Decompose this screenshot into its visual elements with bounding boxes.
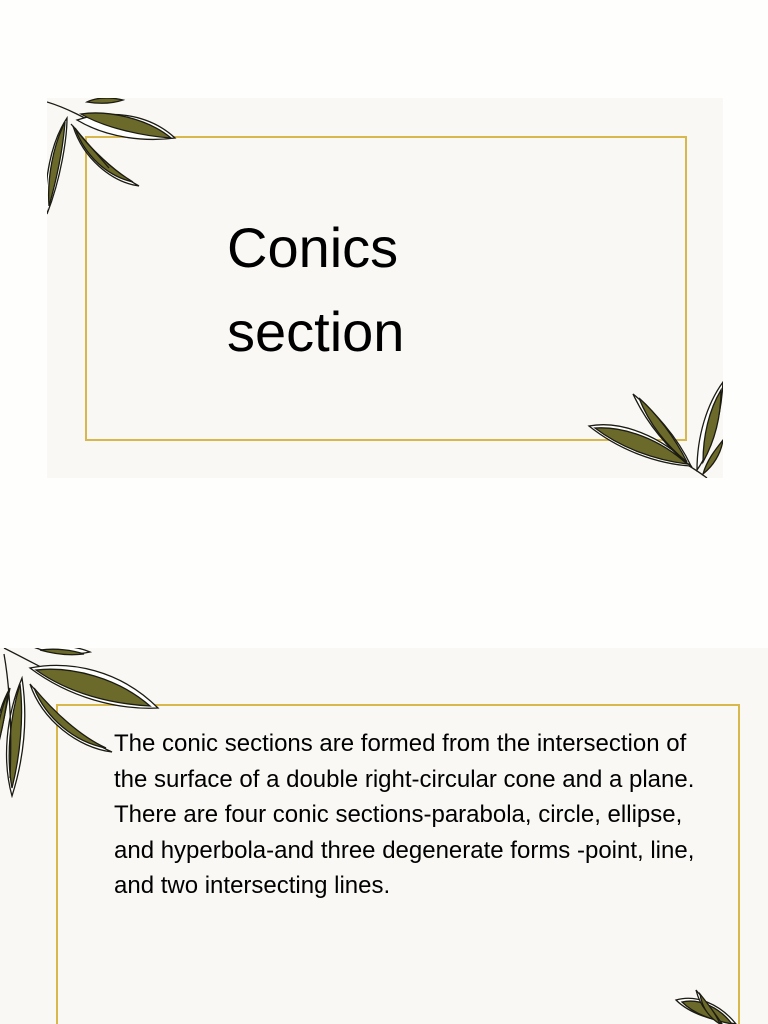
leaves-bottom-right-decoration bbox=[676, 990, 768, 1024]
slide-body-text: The conic sections are formed from the intersection of the surface of a double right-circular cone and a plane. There are four conic sections-parabola, circle, ellipse, and hyperbola-and three degenerate forms -point, line, and two intersecting lines. bbox=[114, 730, 695, 900]
content-slide bbox=[0, 648, 768, 1024]
leaves-bottom-right-decoration bbox=[587, 380, 723, 478]
title-slide bbox=[47, 98, 723, 478]
slide-title: Conics section bbox=[227, 216, 405, 363]
leaves-top-left-decoration bbox=[47, 98, 187, 228]
